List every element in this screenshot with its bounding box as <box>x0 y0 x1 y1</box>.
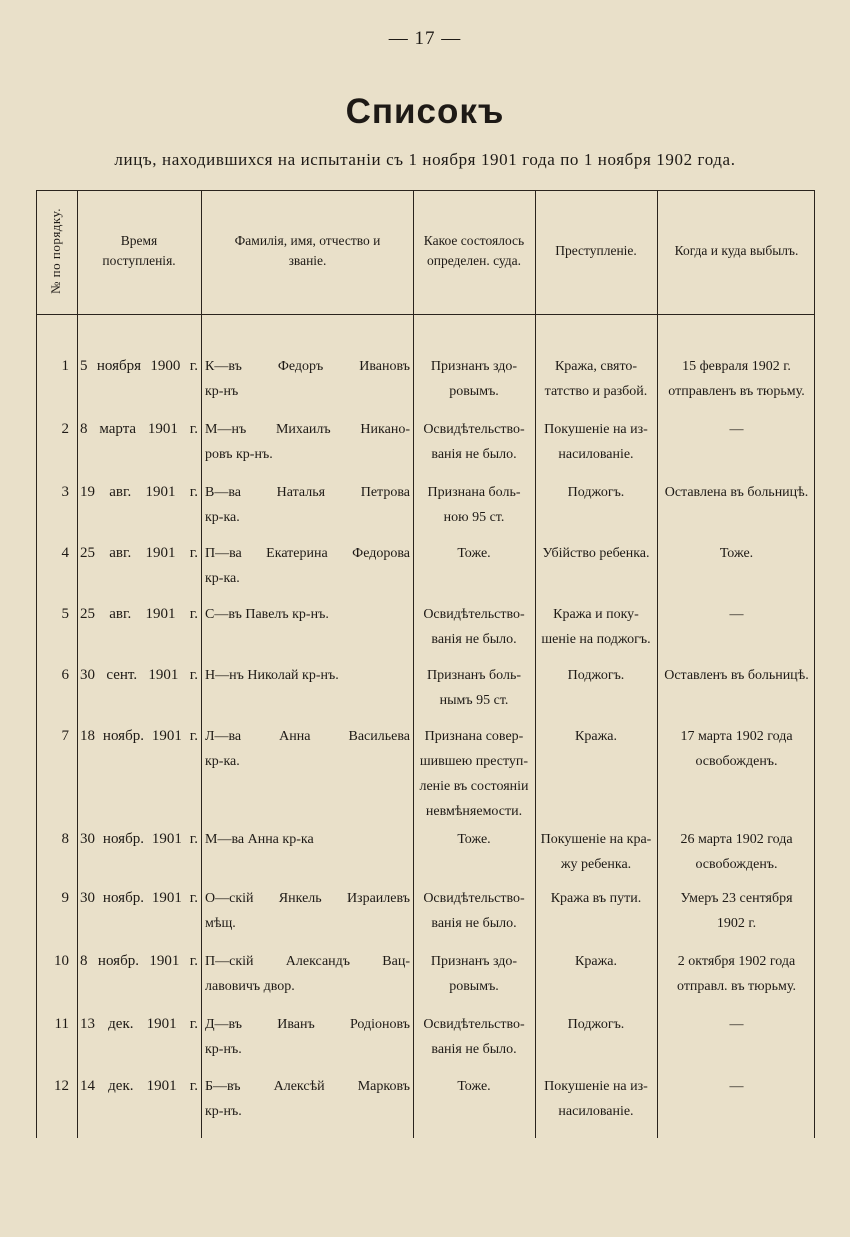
name-line-2: лавовичъ двор. <box>205 979 295 994</box>
exit-info: 15 февраля 1902 г. отправленъ въ тюрьму. <box>668 359 805 399</box>
arrival-date: 18 ноябр. 1901 г. <box>80 728 198 744</box>
arrival-date: 25 авг. 1901 г. <box>80 606 198 622</box>
arrival-date: 25 авг. 1901 г. <box>80 545 198 561</box>
name-line-1: М—нъ Михаилъ Никано- <box>205 422 410 437</box>
exit-info: Оставленъ въ больницѣ. <box>664 668 809 683</box>
crime: Кража въ пути. <box>550 891 642 906</box>
header-num-label: № по порядку. <box>48 208 63 294</box>
crime: Поджогъ. <box>567 668 625 683</box>
person-name <box>203 1074 412 1124</box>
person-name <box>203 480 412 530</box>
header-bottom-rule <box>36 314 814 315</box>
row-number: 6 <box>61 667 69 683</box>
name-line-2: кр-ка. <box>205 571 240 586</box>
arrival-date: 30 сент. 1901 г. <box>80 667 198 683</box>
page-number: — 17 — <box>388 28 462 49</box>
court-decision: Признана боль- ною 95 ст. <box>427 485 521 525</box>
person-name <box>203 949 412 999</box>
exit-info: Тоже. <box>719 546 754 561</box>
arrival-date: 5 ноября 1900 г. <box>80 358 198 374</box>
header-decision: Какое состоялось определен. суда. <box>423 233 525 268</box>
exit-info: — <box>729 1079 744 1094</box>
row-number: 9 <box>61 890 69 906</box>
name-line-1: Н—нъ Николай кр-нъ. <box>205 668 339 683</box>
row-number: 8 <box>61 831 69 847</box>
person-name <box>203 354 412 404</box>
exit-info: 26 марта 1902 года освобожденъ. <box>680 832 793 872</box>
arrival-date: 8 марта 1901 г. <box>80 421 198 437</box>
crime: Поджогъ. <box>567 485 625 500</box>
crime: Убiйство ребенка. <box>542 546 650 561</box>
row-number: 2 <box>61 421 69 437</box>
exit-info: — <box>729 422 744 437</box>
name-line-2: кр-ка. <box>205 754 240 769</box>
row-number: 11 <box>54 1016 69 1032</box>
name-line-2: мѣщ. <box>205 916 236 931</box>
page-subtitle: лицъ, находившихся на испытанiи съ 1 ноября 1901 года по 1 ноября 1902 года. <box>114 150 736 169</box>
court-decision: Тоже. <box>457 1079 491 1094</box>
person-name <box>203 602 412 627</box>
exit-info: Умеръ 23 сентября 1902 г. <box>680 891 793 931</box>
court-decision: Признана совер- шившею преступ- ленiе въ состоянiи невмѣняемости. <box>419 729 529 819</box>
header-crime: Преступленiе. <box>555 243 637 259</box>
crime: Покушенiе на из- насилованiе. <box>544 422 648 462</box>
row-number: 3 <box>61 484 69 500</box>
crime: Кража, свято- татство и разбой. <box>544 359 648 399</box>
row-number: 12 <box>54 1078 69 1094</box>
arrival-date: 30 ноябр. 1901 г. <box>80 831 198 847</box>
crime: Поджогъ. <box>567 1017 625 1032</box>
person-name <box>203 886 412 936</box>
header-name: Фамилiя, имя, отчество и званiе. <box>234 233 381 268</box>
court-decision: Освидѣтельство- ванiя не было. <box>423 422 525 462</box>
court-decision: Тоже. <box>457 832 491 847</box>
row-number: 7 <box>61 728 69 744</box>
exit-info: — <box>729 607 744 622</box>
name-line-1: О—скiй Янкель Израилевъ <box>205 891 410 906</box>
header-num <box>36 190 76 312</box>
court-decision: Освидѣтельство- ванiя не было. <box>423 1017 525 1057</box>
name-line-2: ровъ кр-нъ. <box>205 447 273 462</box>
arrival-date: 8 ноябр. 1901 г. <box>80 953 198 969</box>
column-rule <box>657 190 658 1138</box>
arrival-date: 13 дек. 1901 г. <box>80 1016 198 1032</box>
name-line-1: С—въ Павелъ кр-нъ. <box>205 607 329 622</box>
name-line-1: Л—ва Анна Васильева <box>205 729 410 744</box>
name-line-1: П—скiй Александъ Вац- <box>205 954 410 969</box>
column-rule <box>201 190 202 1138</box>
arrival-date: 30 ноябр. 1901 г. <box>80 890 198 906</box>
row-number: 10 <box>54 953 69 969</box>
column-rule <box>814 190 815 1138</box>
exit-info: 2 октября 1902 года отправл. въ тюрьму. <box>677 954 796 994</box>
page-title: Списокъ <box>345 92 505 131</box>
row-number: 4 <box>61 545 69 561</box>
name-line-2: кр-нъ. <box>205 1104 242 1119</box>
crime: Кража. <box>575 729 617 744</box>
exit-info: 17 марта 1902 года освобожденъ. <box>680 729 793 769</box>
crime: Покушенiе на кра- жу ребенка. <box>540 832 652 872</box>
court-decision: Освидѣтельство- ванiя не было. <box>423 607 525 647</box>
name-line-1: П—ва Екатерина Федорова <box>205 546 410 561</box>
person-name <box>203 827 412 852</box>
name-line-2: кр-нъ <box>205 384 239 399</box>
name-line-2: кр-ка. <box>205 510 240 525</box>
name-line-2: кр-нъ. <box>205 1042 242 1057</box>
court-decision: Освидѣтельство- ванiя не было. <box>423 891 525 931</box>
court-decision: Тоже. <box>457 546 491 561</box>
name-line-1: М—ва Анна кр-ка <box>205 832 314 847</box>
person-name <box>203 663 412 688</box>
name-line-1: Д—въ Иванъ Родiоновъ <box>205 1017 410 1032</box>
header-exit: Когда и куда выбылъ. <box>674 243 799 259</box>
exit-info: — <box>729 1017 744 1032</box>
row-number: 1 <box>61 358 69 374</box>
person-name <box>203 1012 412 1062</box>
name-line-1: Б—въ Алексѣй Марковъ <box>205 1079 410 1094</box>
person-name <box>203 417 412 467</box>
crime: Покушенiе на из- насилованiе. <box>544 1079 648 1119</box>
crime: Кража и поку- шенiе на поджогъ. <box>541 607 651 647</box>
arrival-date: 19 авг. 1901 г. <box>80 484 198 500</box>
register-table <box>36 190 814 1138</box>
header-arrival: Время поступленiя. <box>102 233 176 268</box>
person-name <box>203 541 412 591</box>
name-line-1: В—ва Наталья Петрова <box>205 485 410 500</box>
court-decision: Признанъ боль- нымъ 95 ст. <box>426 668 522 708</box>
exit-info: Оставлена въ больницѣ. <box>664 485 809 500</box>
name-line-1: К—въ Федоръ Ивановъ <box>205 359 410 374</box>
person-name <box>203 724 412 774</box>
arrival-date: 14 дек. 1901 г. <box>80 1078 198 1094</box>
court-decision: Признанъ здо- ровымъ. <box>430 359 518 399</box>
row-number: 5 <box>61 606 69 622</box>
court-decision: Признанъ здо- ровымъ. <box>430 954 518 994</box>
crime: Кража. <box>575 954 617 969</box>
